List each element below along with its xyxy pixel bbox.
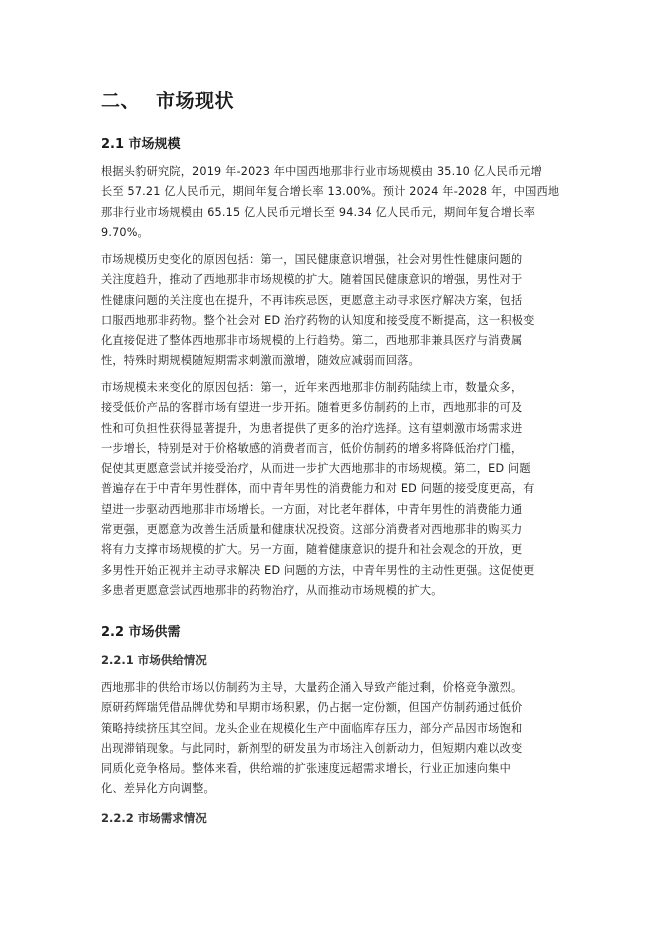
text-line: 多男性开始正视并主动寻求解决 ED 问题的方法，中青年男性的主动性更强。这促使更 bbox=[101, 563, 535, 577]
text-line: 根据头豹研究院，2019 年-2023 年中国西地那非行业市场规模由 35.10 亿人民币元增 bbox=[101, 165, 543, 178]
section-title: 市场现状 bbox=[156, 90, 235, 112]
market-supply-subheading: 2.2.1 市场供给情况 bbox=[101, 653, 207, 667]
text-line: 将有力支撑市场规模的扩大。另一方面，随着健康意识的提升和社会观念的开放，更 bbox=[101, 543, 523, 557]
section-heading bbox=[101, 86, 234, 113]
market-scale-paragraph-3 bbox=[101, 378, 563, 601]
text-line: 性健康问题的关注度也在提升，不再讳疾忌医，更愿意主动寻求医疗解决方案，包括 bbox=[101, 293, 523, 307]
text-line: 西地那非的供给市场以仿制药为主导，大量药企涌入导致产能过剩，价格竞争激烈。 bbox=[101, 681, 523, 694]
text-line: 策略持续挤压其空间。龙头企业在规模化生产中面临库存压力，部分产品因市场饱和 bbox=[101, 721, 523, 735]
market-supply-demand-heading: 2.2 市场供需 bbox=[101, 625, 181, 640]
text-line: 出现滞销现象。与此同时，新剂型的研发虽为市场注入创新动力，但短期内难以改变 bbox=[101, 741, 523, 755]
text-line: 9.70%。 bbox=[101, 225, 149, 239]
text-line: 多患者更愿意尝试西地那非的药物治疗，从而推动市场规模的扩大。 bbox=[101, 583, 443, 597]
text-line: 那非行业市场规模由 65.15 亿人民币元增长至 94.34 亿人民币元，期间年复合增长率 bbox=[101, 205, 536, 219]
text-line: 促使其更愿意尝试并接受治疗，从而进一步扩大西地那非的市场规模。第二，ED 问题 bbox=[101, 462, 531, 476]
text-line: 一步增长，特别是对于价格敏感的消费者而言，低价仿制药的增多将降低治疗门槛， bbox=[101, 441, 523, 455]
text-line: 关注度趋升，推动了西地那非市场规模的扩大。随着国民健康意识的增强，男性对于 bbox=[101, 273, 523, 287]
text-line: 市场规模历史变化的原因包括：第一，国民健康意识增强，社会对男性性健康问题的 bbox=[101, 253, 523, 266]
market-demand-subheading: 2.2.2 市场需求情况 bbox=[101, 811, 207, 825]
section-number: 二、 bbox=[101, 90, 141, 112]
text-line: 化、差异化方向调整。 bbox=[101, 782, 215, 796]
text-line: 性和可负担性获得显著提升，为患者提供了更多的治疗选择。这有望刺激市场需求进 bbox=[101, 421, 523, 435]
text-line: 普遍存在于中青年男性群体，而中青年男性的消费能力和对 ED 问题的接受度更高，有 bbox=[101, 482, 535, 496]
text-line: 长至 57.21 亿人民币元，期间年复合增长率 13.00%。预计 2024 年-2028 年，中国西地 bbox=[101, 185, 560, 199]
market-supply-paragraph bbox=[101, 678, 563, 800]
market-scale-paragraph-2 bbox=[101, 250, 563, 372]
text-line: 性，特殊时期规模随短期需求刺激而激增，随效应减弱而回落。 bbox=[101, 354, 420, 368]
text-line: 化直接促进了整体西地那非市场规模的上行趋势。第二，西地那非兼具医疗与消费属 bbox=[101, 334, 523, 348]
text-line: 常更强，更愿意为改善生活质量和健康状况投资。这部分消费者对西地那非的购买力 bbox=[101, 523, 523, 537]
market-scale-paragraph-1 bbox=[101, 162, 563, 243]
text-line: 望进一步驱动西地那非市场增长。一方面，对比老年群体，中青年男性的消费能力通 bbox=[101, 502, 523, 516]
text-line: 接受低价产品的客群市场有望进一步开拓。随着更多仿制药的上市，西地那非的可及 bbox=[101, 401, 523, 415]
text-line: 原研药辉瑞凭借品牌优势和早期市场积累，仍占据一定份额，但国产仿制药通过低价 bbox=[101, 701, 523, 715]
text-line: 同质化竞争格局。整体来看，供给端的扩张速度远超需求增长，行业正加速向集中 bbox=[101, 762, 511, 776]
market-scale-heading: 2.1 市场规模 bbox=[101, 137, 181, 152]
text-line: 市场规模未来变化的原因包括：第一，近年来西地那非仿制药陆续上市，数量众多， bbox=[101, 381, 523, 394]
text-line: 口服西地那非药物。整个社会对 ED 治疗药物的认知度和接受度不断提高，这一积极变 bbox=[101, 313, 535, 327]
